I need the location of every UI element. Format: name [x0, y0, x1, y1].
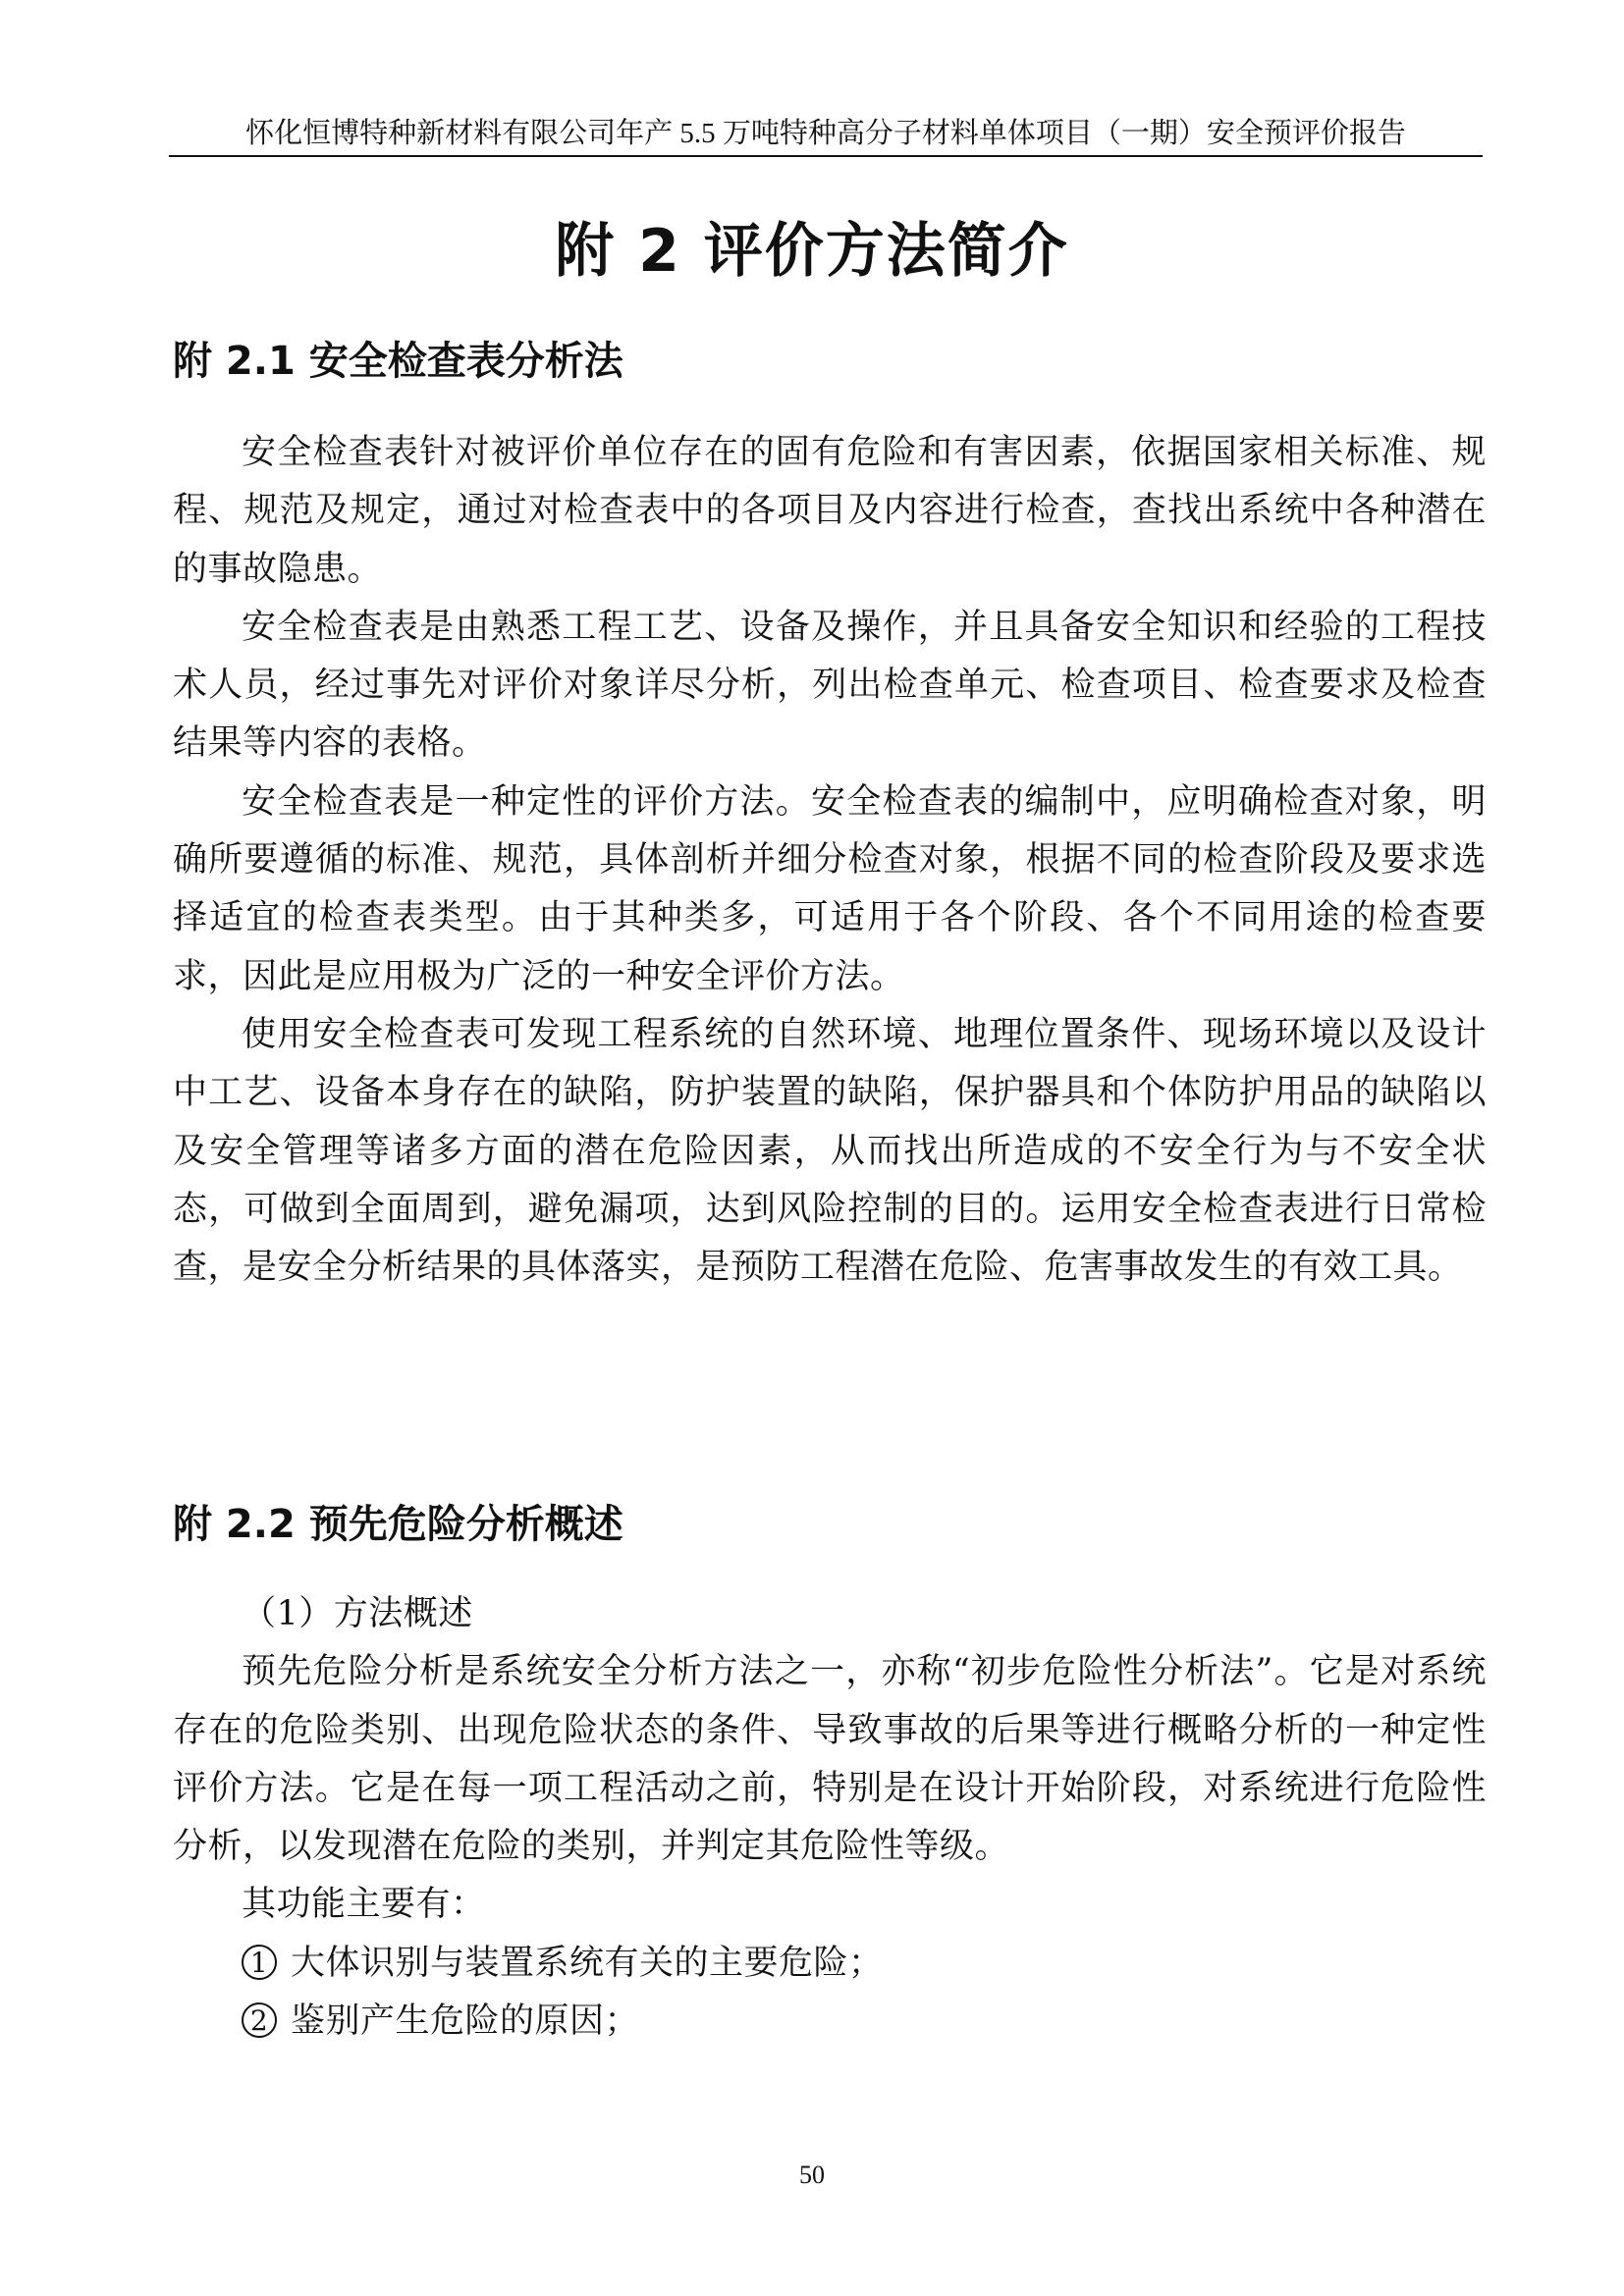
- list-item-text: 大体识别与装置系统有关的主要危险；: [291, 1943, 884, 1983]
- section-heading-2-1: 附 2.1 安全检查表分析法: [173, 339, 623, 384]
- paragraph: 预先危险分析是系统安全分析方法之一，亦称“初步危险性分析法”。它是对系统存在的危险类别、出现危险状态的条件、导致事故的后果等进行概略分析的一种定性评价方法。它是在每一项工程活动之前，特别是在设计开始阶段，对系统进行危险性分析，以发现潜在危险的类别，并判定其危险性等级。: [173, 1652, 1487, 1867]
- circled-number: 1: [242, 1945, 277, 1980]
- paragraph: 其功能主要有：: [242, 1885, 486, 1925]
- chapter-title: 附 2 评价方法简介: [555, 217, 1069, 286]
- paragraph: 使用安全检查表可发现工程系统的自然环境、地理位置条件、现场环境以及设计中工艺、设备本身存在的缺陷，防护装置的缺陷，保护器具和个体防护用品的缺陷以及安全管理等诸多方面的潜在危险因素，从而找出所造成的不安全行为与不安全状态，可做到全面周到，避免漏项，达到风险控制的目的。运用安全检查表进行日常检查，是安全分析结果的具体落实，是预防工程潜在危险、危害事故发生的有效工具。: [173, 1014, 1487, 1288]
- section-2-2-body: [173, 1585, 1487, 2051]
- paragraph: 安全检查表是一种定性的评价方法。安全检查表的编制中，应明确检查对象，明确所要遵循的标准、规范，具体剖析并细分检查对象，根据不同的检查阶段及要求选择适宜的检查表类型。由于其种类多，可适用于各个阶段、各个不同用途的检查要求，因此是应用极为广泛的一种安全评价方法。: [173, 781, 1487, 996]
- list-item: [173, 1935, 1487, 1993]
- header-rule: [169, 155, 1483, 157]
- paragraph: 安全检查表是由熟悉工程工艺、设备及操作，并且具备安全知识和经验的工程技术人员，经过事先对评价对象详尽分析，列出检查单元、检查项目、检查要求及检查结果等内容的表格。: [173, 607, 1487, 764]
- section-heading-2-2: 附 2.2 预先危险分析概述: [173, 1502, 623, 1547]
- subheading-method-overview: （1）方法概述: [242, 1594, 473, 1633]
- page-number: 50: [799, 2161, 825, 2189]
- running-header: 怀化恒博特种新材料有限公司年产 5.5 万吨特种高分子材料单体项目（一期）安全预评价报告: [245, 118, 1406, 149]
- section-2-1-body: [173, 424, 1487, 1297]
- list-item-text: 鉴别产生危险的原因；: [291, 2002, 640, 2042]
- circled-number: 2: [242, 2002, 277, 2038]
- list-item: [173, 1993, 1487, 2051]
- paragraph: 安全检查表针对被评价单位存在的固有危险和有害因素，依据国家相关标准、规程、规范及规定，通过对检查表中的各项目及内容进行检查，查找出系统中各种潜在的事故隐患。: [173, 433, 1487, 589]
